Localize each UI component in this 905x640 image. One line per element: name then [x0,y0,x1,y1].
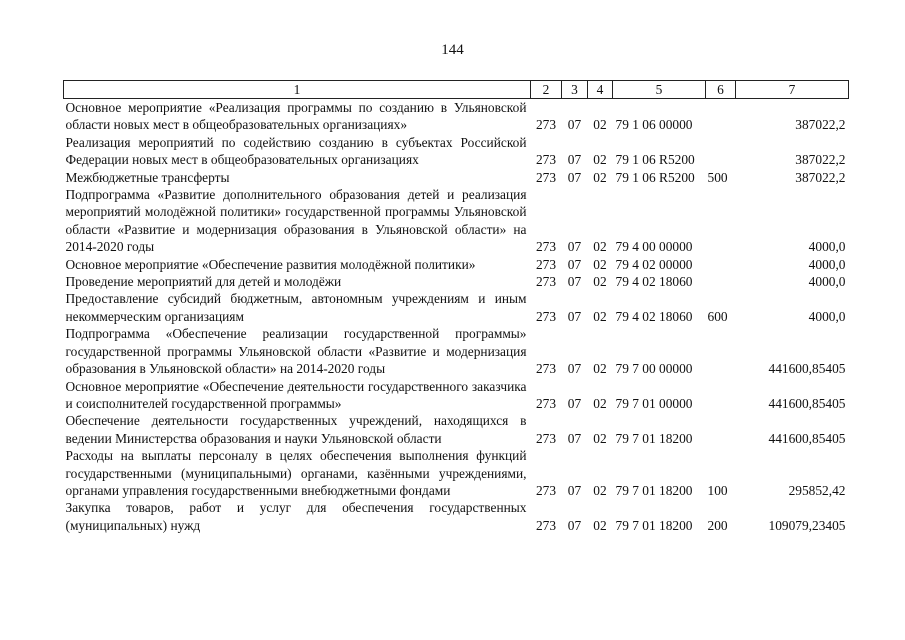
header-col-6: 6 [706,81,736,99]
row-subsection-code: 02 [593,117,607,133]
row-amount: 4000,0 [808,239,846,255]
table-row [64,378,849,413]
table-body [64,99,849,535]
header-col-5: 5 [613,81,706,99]
row-target-article: 79 1 06 R5200 [615,169,695,185]
table-row [64,273,849,290]
row-subsection-code: 02 [593,482,607,498]
row-ved-code: 273 [535,308,557,324]
row-expense-type: 200 [707,517,728,533]
row-name: Обеспечение деятельности государственных учреждений, находящихся в ведении Министерства образования и науки Ульяновской области [65,413,527,446]
row-expense-type [706,378,736,413]
row-subsection-code: 02 [593,169,607,185]
row-section-code: 07 [567,430,582,446]
row-amount: 441600,85405 [768,430,846,446]
row-amount: 387022,2 [795,169,846,185]
row-subsection-code: 02 [593,517,607,533]
row-amount: 4000,0 [808,274,846,290]
row-amount: 4000,0 [808,256,846,272]
row-expense-type: 500 [707,169,728,185]
row-subsection-code: 02 [593,256,607,272]
header-col-4: 4 [588,81,613,99]
row-section-code: 07 [567,361,582,377]
page-number: 144 [441,42,464,58]
row-amount: 295852,42 [788,482,846,498]
row-section-code: 07 [567,256,582,272]
table-row [64,186,849,256]
row-target-article: 79 4 02 18060 [615,308,693,324]
row-section-code: 07 [567,274,582,290]
header-col-3: 3 [562,81,588,99]
table-row [64,134,849,169]
row-target-article: 79 1 06 00000 [615,117,693,133]
row-ved-code: 273 [535,117,557,133]
row-subsection-code: 02 [593,308,607,324]
row-amount: 387022,2 [795,152,846,168]
row-name: Проведение мероприятий для детей и молодёжи [65,274,342,290]
header-col-2: 2 [531,81,562,99]
row-target-article: 79 4 02 00000 [615,256,693,272]
row-target-article: 79 7 01 18200 [615,430,693,446]
row-ved-code: 273 [535,517,557,533]
row-ved-code: 273 [535,361,557,377]
row-ved-code: 273 [535,482,557,498]
row-ved-code: 273 [535,169,557,185]
row-expense-type [706,134,736,169]
row-name: Основное мероприятие «Реализация программы по созданию в Ульяновской области новых мест в общеобразовательных организациях» [65,100,527,133]
header-row [64,81,849,99]
table-row [64,99,849,134]
row-target-article: 79 7 01 18200 [615,482,693,498]
table-row [64,447,849,499]
row-name: Основное мероприятие «Обеспечение развития молодёжной политики» [65,256,476,272]
row-section-code: 07 [567,395,582,411]
table-row [64,325,849,377]
row-expense-type [706,412,736,447]
row-section-code: 07 [567,239,582,255]
table-row [64,499,849,534]
row-subsection-code: 02 [593,239,607,255]
row-amount: 441600,85405 [768,395,846,411]
row-expense-type [706,256,736,273]
row-expense-type [706,186,736,256]
row-target-article: 79 7 00 00000 [615,361,693,377]
row-name: Закупка товаров, работ и услуг для обеспечения государственных (муниципальных) нужд [65,500,527,533]
row-name: Реализация мероприятий по содействию созданию в субъектах Российской Федерации новых мест в общеобразовательных организациях [65,134,527,168]
row-subsection-code: 02 [593,361,607,377]
table-row [64,169,849,186]
row-subsection-code: 02 [593,395,607,411]
row-ved-code: 273 [535,256,557,272]
row-target-article: 79 1 06 R5200 [615,152,695,168]
row-amount: 4000,0 [808,308,846,324]
row-expense-type [706,273,736,290]
row-target-article: 79 7 01 00000 [615,395,693,411]
row-subsection-code: 02 [593,430,607,446]
row-amount: 441600,85405 [768,361,846,377]
row-expense-type: 600 [707,308,728,324]
row-target-article: 79 4 02 18060 [615,274,693,290]
row-subsection-code: 02 [593,152,607,168]
row-ved-code: 273 [535,152,557,168]
table-row [64,256,849,273]
row-name: Основное мероприятие «Обеспечение деятельности государственного заказчика и соисполнителей государственной программы» [65,378,527,411]
row-target-article: 79 4 00 00000 [615,239,693,255]
row-name: Подпрограмма «Обеспечение реализации государственной программы» государственной программы Ульяновской области «Развитие и модернизация образования в Ульяновской области» на 2014-2020 годы [65,326,527,377]
row-section-code: 07 [567,152,582,168]
row-section-code: 07 [567,482,582,498]
row-name: Расходы на выплаты персоналу в целях обеспечения выполнения функций государственными (муниципальными) органами, казёнными учреждениями, органами управления государственными внебюджетными фондами [65,448,527,498]
row-section-code: 07 [567,517,582,533]
row-expense-type: 100 [707,482,728,498]
header-col-7: 7 [736,81,849,99]
row-amount: 387022,2 [795,117,846,133]
row-section-code: 07 [567,117,582,133]
row-ved-code: 273 [535,430,557,446]
row-expense-type [706,325,736,377]
row-ved-code: 273 [535,239,557,255]
row-section-code: 07 [567,308,582,324]
budget-table [63,80,849,534]
row-ved-code: 273 [535,274,557,290]
row-section-code: 07 [567,169,582,185]
table-row [64,412,849,447]
row-amount: 109079,23405 [768,517,846,533]
header-col-1: 1 [64,81,531,99]
table-row [64,290,849,325]
row-name: Межбюджетные трансферты [65,169,230,185]
row-ved-code: 273 [535,395,557,411]
row-name: Предоставление субсидий бюджетным, автономным учреждениям и иным некоммерческим организациям [65,291,527,324]
row-target-article: 79 7 01 18200 [615,517,693,533]
row-name: Подпрограмма «Развитие дополнительного образования детей и реализация мероприятий молодёжной политики» государственной программы Ульяновской области «Развитие и модернизация образования в Ульяновской области» на 2014-2020 годы [65,187,527,255]
row-subsection-code: 02 [593,274,607,290]
row-expense-type [706,99,736,134]
table-header [64,81,849,99]
